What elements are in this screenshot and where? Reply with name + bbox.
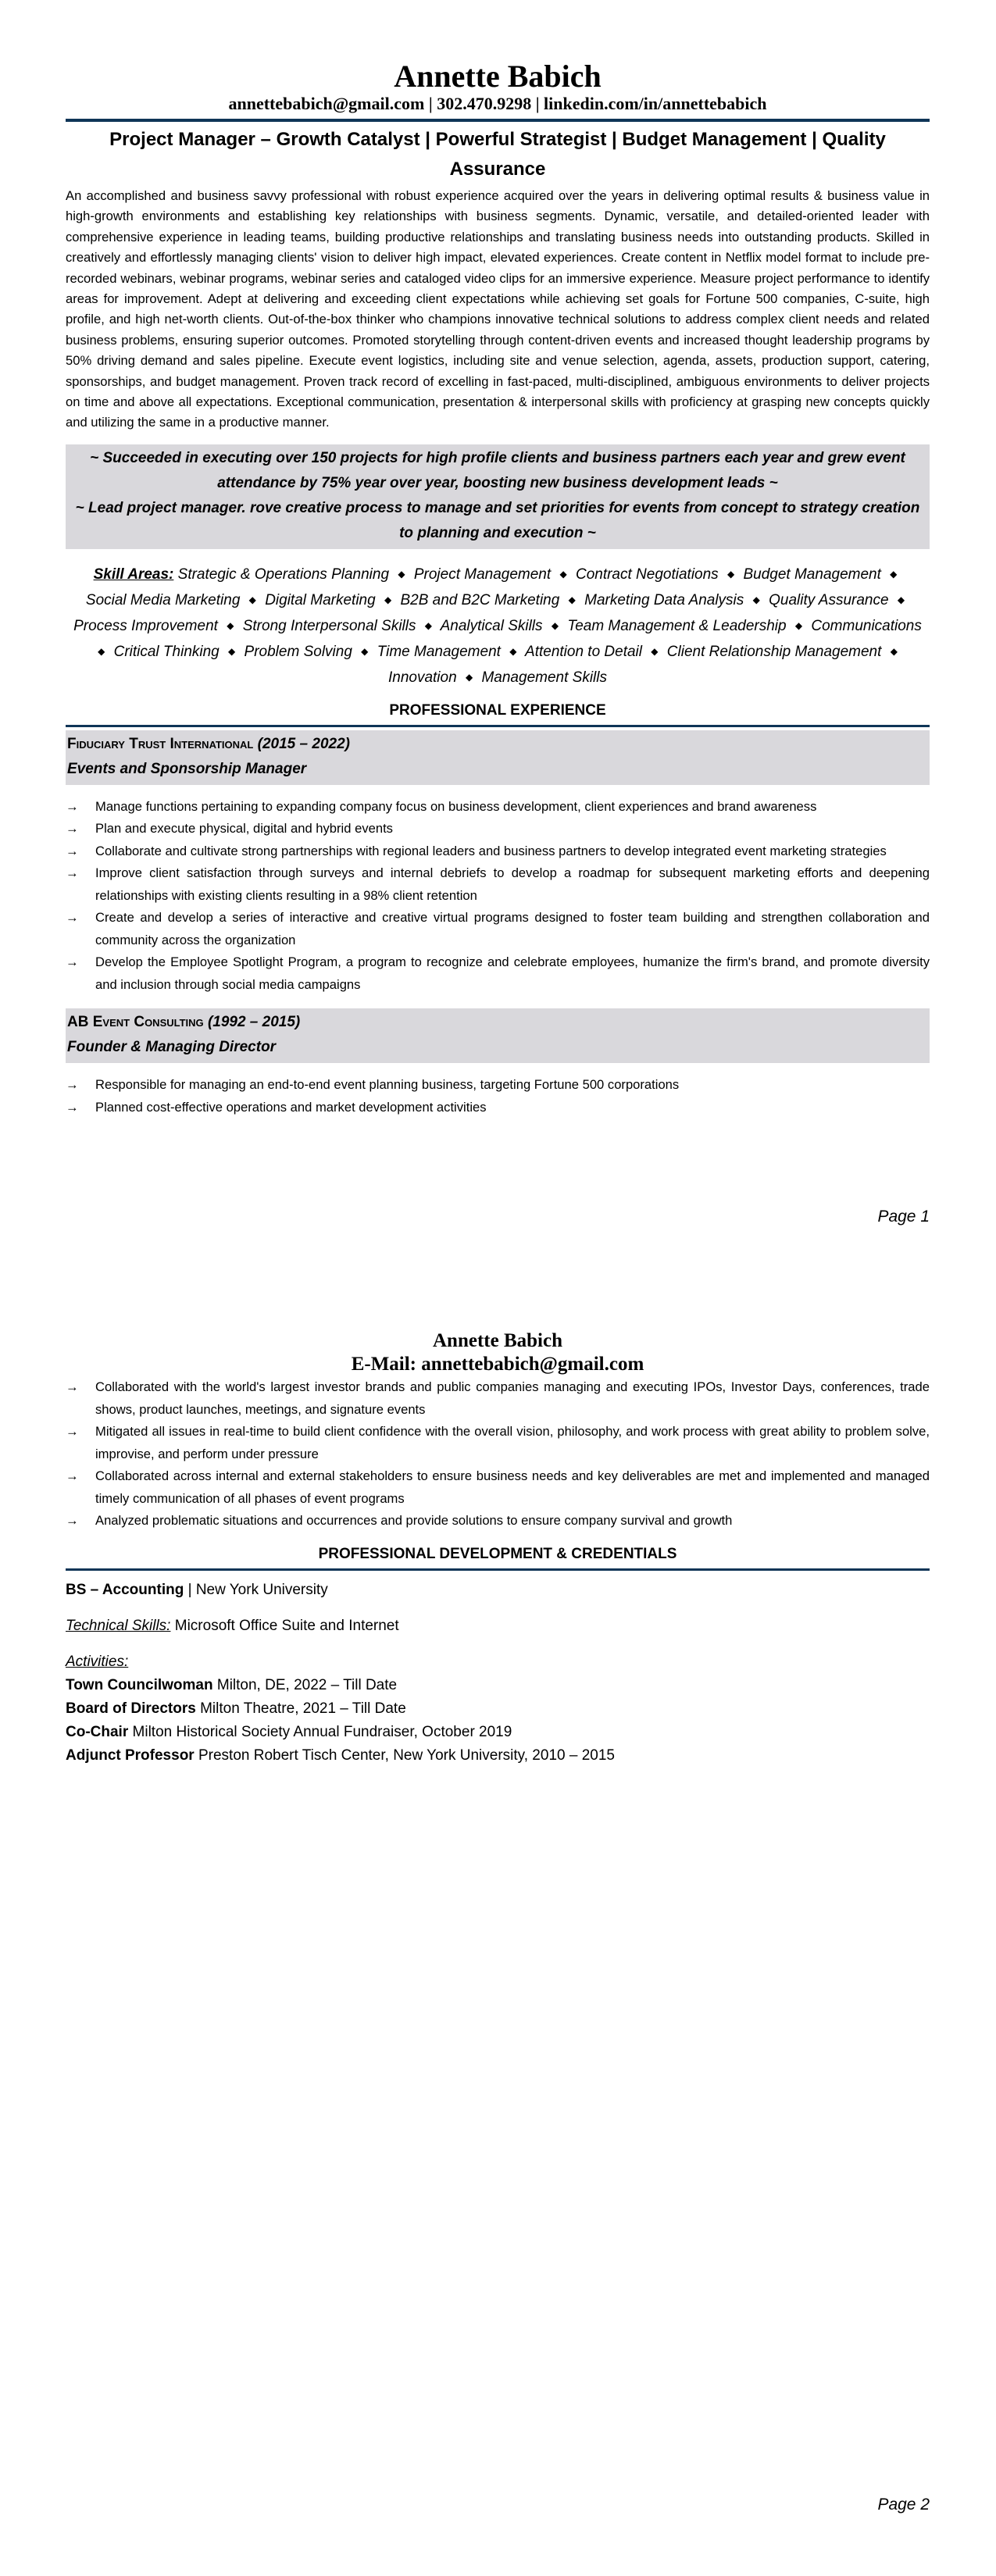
- highlights-band: [66, 444, 930, 549]
- section-rule: [66, 1568, 930, 1571]
- activities-label: Activities:: [66, 1653, 129, 1670]
- technical-skills-label: Technical Skills:: [66, 1617, 171, 1634]
- degree: BS – Accounting: [66, 1581, 184, 1598]
- skill-item: Contract Negotiations: [575, 566, 719, 583]
- diamond-bullet-icon: ◆: [559, 568, 567, 580]
- diamond-bullet-icon: ◆: [465, 671, 473, 683]
- diamond-bullet-icon: ◆: [228, 645, 236, 657]
- list-item: → Create and develop a series of interactive and creative virtual programs designed to foster team building and strengthen collaboration and community across the organization: [66, 907, 930, 951]
- list-item: → Develop the Employee Spotlight Program, a program to recognize and celebrate employees, humanize the firm's brand, and promote diversity and inclusion through social media campaigns: [66, 951, 930, 996]
- list-item: → Collaborate and cultivate strong partnerships with regional leaders and business partners to develop integrated event marketing strategies: [66, 840, 930, 863]
- degree-line: BS – Accounting | New York University: [66, 1581, 328, 1598]
- separator: |: [424, 94, 437, 113]
- skill-item: Analytical Skills: [440, 617, 543, 634]
- skill-item: Critical Thinking: [113, 643, 220, 660]
- list-item: → Analyzed problematic situations and occurrences and provide solutions to ensure company survival and growth: [66, 1510, 930, 1532]
- list-item: → Collaborated across internal and external stakeholders to ensure business needs and key deliverables are met and implemented and managed timely communication of all phases of event programs: [66, 1465, 930, 1510]
- skill-item: Team Management & Leadership: [567, 617, 787, 634]
- diamond-bullet-icon: ◆: [890, 568, 898, 580]
- skill-item: Strong Interpersonal Skills: [242, 617, 416, 634]
- company-name: Fiduciary Trust International: [67, 735, 254, 752]
- skill-item: Client Relationship Management: [666, 643, 882, 660]
- list-item: → Manage functions pertaining to expanding company focus on business development, client experiences and brand awareness: [66, 796, 930, 819]
- resume-page-2: [0, 1288, 996, 2576]
- skill-areas: [66, 562, 930, 690]
- job-bullets: [66, 796, 930, 997]
- arrow-icon: →: [66, 798, 79, 814]
- arrow-icon: →: [66, 1379, 79, 1394]
- job-bullets-continued: [66, 1376, 930, 1532]
- list-item: → Improve client satisfaction through surveys and internal debriefs to develop a roadmap for subsequent marketing efforts and deepening relationships with existing clients resulting in a 98% client retention: [66, 862, 930, 907]
- separator: |: [531, 94, 544, 113]
- arrow-icon: →: [66, 954, 79, 970]
- skill-item: Social Media Marketing: [85, 591, 241, 608]
- diamond-bullet-icon: ◆: [424, 619, 433, 631]
- page-number: Page 2: [877, 2496, 930, 2514]
- section-title-experience: PROFESSIONAL EXPERIENCE: [389, 701, 606, 719]
- arrow-icon: →: [66, 1077, 79, 1093]
- company-name: AB Event Consulting: [67, 1014, 204, 1031]
- highlight-line: ~ Lead project manager. rove creative process to manage and set priorities for events from concept to strategy creation to planning and execution ~: [75, 499, 920, 541]
- section-rule: [66, 725, 930, 727]
- job-header: [66, 1008, 930, 1063]
- skill-areas-label: Skill Areas:: [93, 566, 174, 583]
- email: annettebabich@gmail.com: [228, 94, 425, 113]
- arrow-icon: →: [66, 843, 79, 858]
- job-dates: (1992 – 2015): [207, 1014, 301, 1031]
- technical-skills-line: [66, 1614, 930, 1638]
- phone: 302.470.9298: [437, 94, 532, 113]
- diamond-bullet-icon: ◆: [384, 594, 392, 605]
- job-role: Events and Sponsorship Manager: [67, 760, 307, 777]
- skill-item: Budget Management: [743, 566, 881, 583]
- job-bullets: [66, 1074, 930, 1119]
- technical-skills-value: Microsoft Office Suite and Internet: [174, 1617, 399, 1634]
- diamond-bullet-icon: ◆: [568, 594, 576, 605]
- diamond-bullet-icon: ◆: [361, 645, 369, 657]
- headline: Project Manager – Growth Catalyst | Powerful Strategist | Budget Management | Quality Assurance: [109, 129, 886, 180]
- diamond-bullet-icon: ◆: [509, 645, 517, 657]
- activity-item: Board of Directors Milton Theatre, 2021 – Till Date: [66, 1700, 406, 1717]
- skill-item: Communications: [811, 617, 922, 634]
- diamond-bullet-icon: ◆: [726, 568, 735, 580]
- school: New York University: [195, 1581, 328, 1598]
- skill-item: Marketing Data Analysis: [584, 591, 744, 608]
- page-number: Page 1: [877, 1208, 930, 1226]
- skill-item: Quality Assurance: [769, 591, 889, 608]
- diamond-bullet-icon: ◆: [651, 645, 659, 657]
- activity-item: Co-Chair Milton Historical Society Annual Fundraiser, October 2019: [66, 1723, 512, 1740]
- diamond-bullet-icon: ◆: [551, 619, 559, 631]
- skill-item: Innovation: [387, 669, 457, 686]
- diamond-bullet-icon: ◆: [248, 594, 256, 605]
- candidate-name: Annette Babich: [394, 59, 602, 94]
- activity-item: Adjunct Professor Preston Robert Tisch Center, New York University, 2010 – 2015: [66, 1746, 615, 1764]
- arrow-icon: →: [66, 1424, 79, 1439]
- job-dates: (2015 – 2022): [257, 735, 350, 752]
- page-1-content: [66, 59, 930, 1119]
- list-item: → Responsible for managing an end-to-end event planning business, targeting Fortune 500 corporations: [66, 1074, 930, 1097]
- skill-item: Management Skills: [481, 669, 607, 686]
- summary-paragraph: An accomplished and business savvy professional with robust experience acquired over the years in delivering optimal results & business value in high-growth environments and establishing key relationships with business segments. Dynamic, versatile, and detailed-oriented leader with comprehensive experience in leading teams, building productive relationships and translating business needs into outstanding products. Skilled in creatively and effortlessly managing clients' vision to deliver high impact, elevated experiences. Create content in Netflix model format to include pre-recorded webinars, webinar programs, webinar series and cataloged video clips for an immersive experience. Measure project performance to identify areas for improvement. Adept at delivering and exceeding client expectations while achieving set goals for Fortune 500 companies, C-suite, high profile, and high net-worth clients. Out-of-the-box thinker who champions innovative technical solutions to address complex client needs and related business problems, ensuring superior outcomes. Promoted storytelling through content-driven events and increased thought leadership programs by 50% driving demand and sales pipeline. Execute event logistics, including site and venue selection, agenda, assets, production support, catering, sponsorships, and budget management. Proven track record of excelling in fast-paced, multi-disciplined, ambiguous environments to deliver projects on time and above all expectations. Exceptional communication, presentation & interpersonal skills with proficiency at grasping new concepts quickly and utilizing the same in a productive manner.: [66, 188, 930, 430]
- skill-item: Project Management: [413, 566, 552, 583]
- skill-item: Digital Marketing: [265, 591, 376, 608]
- diamond-bullet-icon: ◆: [794, 619, 803, 631]
- arrow-icon: →: [66, 910, 79, 926]
- highlight-line: ~ Succeeded in executing over 150 projects for high profile clients and business partners each year and grew event attendance by 75% year over year, boosting new business development leads ~: [90, 449, 905, 491]
- diamond-bullet-icon: ◆: [398, 568, 405, 580]
- section-title-credentials: PROFESSIONAL DEVELOPMENT & CREDENTIALS: [318, 1545, 677, 1562]
- page-2-content: [66, 1329, 930, 1768]
- email-line: E-Mail: annettebabich@gmail.com: [351, 1354, 644, 1375]
- list-item: → Collaborated with the world's largest investor brands and public companies managing and executing IPOs, Investor Days, conferences, trade shows, product launches, meetings, and signature events: [66, 1376, 930, 1421]
- arrow-icon: →: [66, 865, 79, 881]
- activity-item: Town Councilwoman Milton, DE, 2022 – Till Date: [66, 1676, 398, 1693]
- arrow-icon: →: [66, 1099, 79, 1115]
- list-item: → Plan and execute physical, digital and hybrid events: [66, 818, 930, 840]
- activities-label-line: [66, 1650, 930, 1674]
- skill-item: B2B and B2C Marketing: [400, 591, 560, 608]
- header-rule: [66, 119, 930, 122]
- diamond-bullet-icon: ◆: [98, 645, 105, 657]
- list-item: → Planned cost-effective operations and market development activities: [66, 1097, 930, 1119]
- diamond-bullet-icon: ◆: [897, 594, 905, 605]
- arrow-icon: →: [66, 1468, 79, 1483]
- skill-item: Time Management: [377, 643, 501, 660]
- list-item: → Mitigated all issues in real-time to build client confidence with the overall vision, philosophy, and work process with great ability to problem solve, improvise, and perform under pressure: [66, 1421, 930, 1465]
- skill-list: [73, 566, 922, 686]
- skill-item: Strategic & Operations Planning: [177, 566, 390, 583]
- candidate-name: Annette Babich: [433, 1330, 562, 1351]
- linkedin: linkedin.com/in/annettebabich: [544, 94, 767, 113]
- diamond-bullet-icon: ◆: [227, 619, 234, 631]
- job-role: Founder & Managing Director: [67, 1039, 277, 1056]
- job-header: [66, 730, 930, 785]
- skill-item: Process Improvement: [73, 617, 218, 634]
- arrow-icon: →: [66, 821, 79, 837]
- arrow-icon: →: [66, 1513, 79, 1528]
- diamond-bullet-icon: ◆: [890, 645, 898, 657]
- contact-line: [66, 94, 930, 114]
- diamond-bullet-icon: ◆: [752, 594, 760, 605]
- skill-item: Attention to Detail: [525, 643, 642, 660]
- skill-item: Problem Solving: [244, 643, 352, 660]
